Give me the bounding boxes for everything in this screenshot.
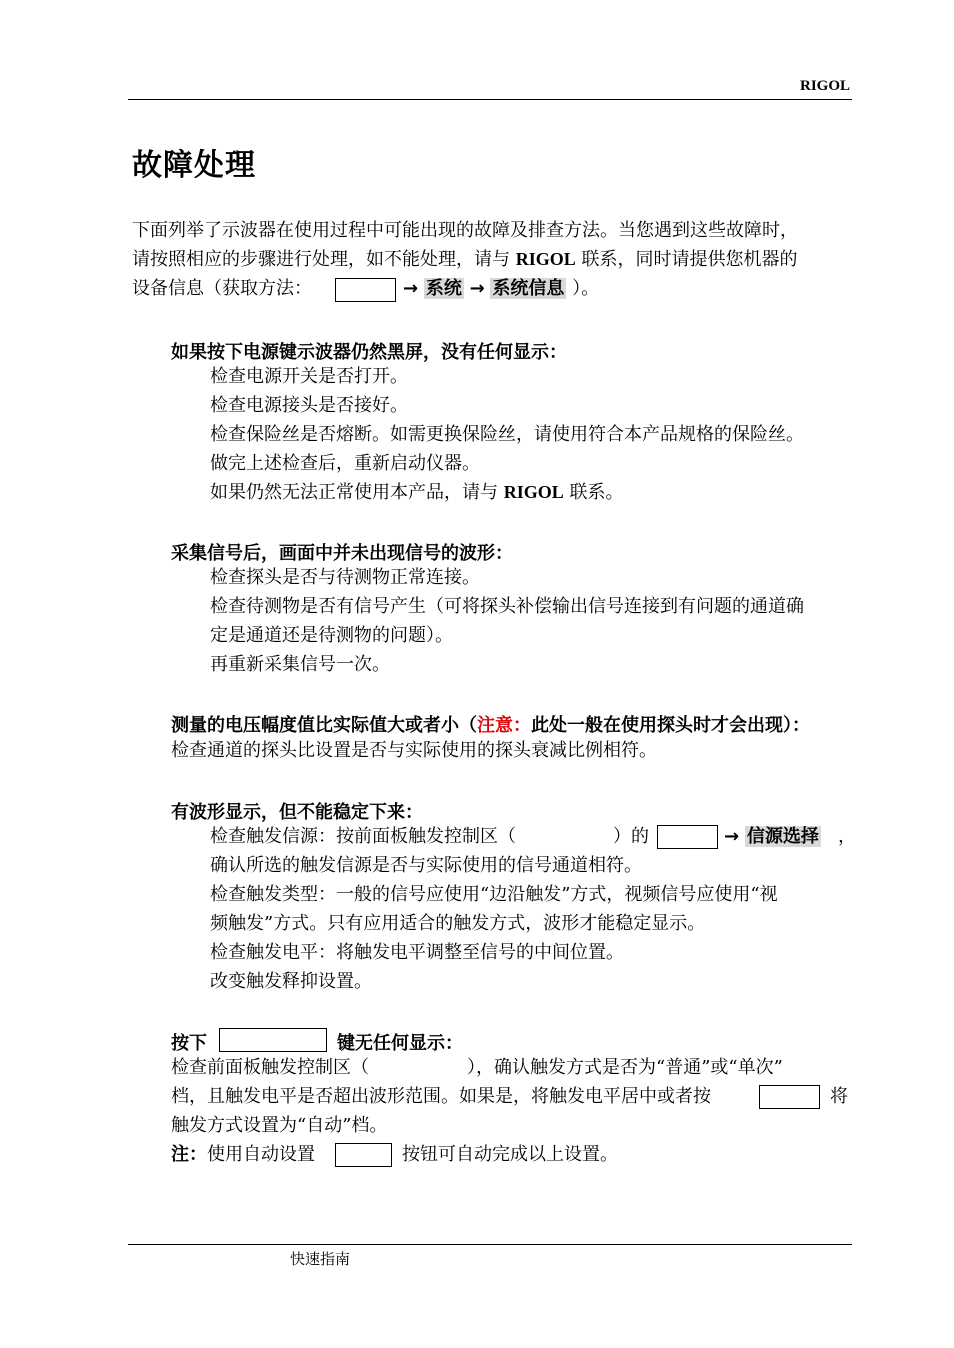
intro-line-2	[132, 245, 797, 274]
auto-mode-key-box[interactable]	[759, 1085, 820, 1109]
intro-menu-path	[403, 274, 599, 303]
s1-brand: RIGOL	[503, 482, 564, 502]
trigger-menu-key-box[interactable]	[657, 825, 718, 849]
intro-line-1: 下面列举了示波器在使用过程中可能出现的故障及排查方法。当您遇到这些故障时，	[132, 220, 798, 241]
s3-heading-b: 此处一般在使用探头时才会出现）：	[531, 715, 810, 736]
arrow-right-icon: →	[469, 278, 485, 299]
s5-heading-b: 键无任何显示：	[337, 1033, 463, 1054]
s2-item-2a: 检查待测物是否有信号产生（可将探头补偿输出信号连接到有问题的通道确	[210, 596, 804, 617]
s1-item-5b: 联系。	[563, 482, 624, 503]
s1-heading: 如果按下电源键示波器仍然黑屏，没有任何显示：	[171, 342, 567, 363]
page-title: 故障处理	[132, 148, 256, 183]
s2-item-3: 再重新采集信号一次。	[210, 654, 390, 675]
auto-setup-key-box[interactable]	[335, 1143, 392, 1167]
menu-source-select[interactable]: 信源选择	[746, 826, 819, 847]
s5-line-1b: ），确认触发方式是否为“普通”或“单次”	[467, 1057, 783, 1078]
s5-note-a: 使用自动设置	[207, 1144, 315, 1165]
utility-key-box[interactable]	[335, 278, 396, 302]
intro-brand: RIGOL	[515, 249, 576, 269]
s5-line-3: 触发方式设置为“自动”档。	[171, 1115, 388, 1136]
s3-note-label: 注意：	[477, 715, 531, 736]
s2-item-1: 检查探头是否与待测物正常连接。	[210, 567, 480, 588]
menu-system-info[interactable]: 系统信息	[492, 278, 565, 299]
s4-item-2b: 频触发”方式。只有应用适合的触发方式，波形才能稳定显示。	[210, 913, 706, 934]
s4-item-4: 改变触发释抑设置。	[210, 971, 372, 992]
arrow-right-icon: →	[403, 278, 419, 299]
s5-heading-a: 按下	[171, 1033, 207, 1054]
s5-line-2a: 档，且触发电平是否超出波形范围。如果是，将触发电平居中或者按	[171, 1086, 711, 1107]
s4-item-1b: ）的	[613, 826, 649, 847]
run-stop-key-box[interactable]	[219, 1028, 327, 1052]
s3-heading	[171, 711, 810, 737]
s3-body: 检查通道的探头比设置是否与实际使用的探头衰减比例相符。	[171, 740, 657, 761]
s2-item-2b: 定是通道还是待测物的问题）。	[210, 625, 453, 646]
s5-line-1a: 检查前面板触发控制区（	[171, 1057, 369, 1078]
s5-note-label: 注：	[171, 1144, 207, 1165]
s4-item-2a: 检查触发类型：一般的信号应使用“边沿触发”方式，视频信号应使用“视	[210, 884, 778, 905]
s4-item-1a: 检查触发信源：按前面板触发控制区（	[210, 826, 516, 847]
footer-rule	[128, 1244, 852, 1245]
s5-note-b: 按钮可自动完成以上设置。	[402, 1144, 618, 1165]
intro-line-2a: 请按照相应的步骤进行处理，如不能处理，请与	[132, 249, 516, 270]
s4-item-1c: 确认所选的触发信源是否与实际使用的信号通道相符。	[210, 855, 642, 876]
s4-comma: ，	[838, 826, 856, 847]
s4-menu-path	[724, 822, 821, 851]
s1-item-1: 检查电源开关是否打开。	[210, 366, 408, 387]
s4-heading: 有波形显示，但不能稳定下来：	[171, 802, 423, 823]
s2-heading: 采集信号后，画面中并未出现信号的波形：	[171, 543, 513, 564]
intro-line-3b: ）。	[572, 278, 600, 299]
menu-system[interactable]: 系统	[425, 278, 462, 299]
s5-note	[171, 1140, 315, 1169]
s3-heading-a: 测量的电压幅度值比实际值大或者小（	[171, 715, 477, 736]
s1-item-4: 做完上述检查后，重新启动仪器。	[210, 453, 480, 474]
footer-label: 快速指南	[290, 1250, 351, 1268]
header-brand: RIGOL	[799, 78, 850, 94]
header-rule	[128, 99, 852, 100]
s1-item-2: 检查电源接头是否接好。	[210, 395, 408, 416]
s4-item-3: 检查触发电平：将触发电平调整至信号的中间位置。	[210, 942, 624, 963]
s1-item-5	[210, 478, 623, 507]
intro-line-2b: 联系，同时请提供您机器的	[575, 249, 798, 270]
s5-line-2b: 将	[830, 1086, 848, 1107]
arrow-right-icon: →	[724, 826, 740, 847]
intro-line-3a: 设备信息（获取方法：	[132, 278, 312, 299]
s1-item-5a: 如果仍然无法正常使用本产品，请与	[210, 482, 504, 503]
s1-item-3: 检查保险丝是否熔断。如需更换保险丝，请使用符合本产品规格的保险丝。	[210, 424, 804, 445]
